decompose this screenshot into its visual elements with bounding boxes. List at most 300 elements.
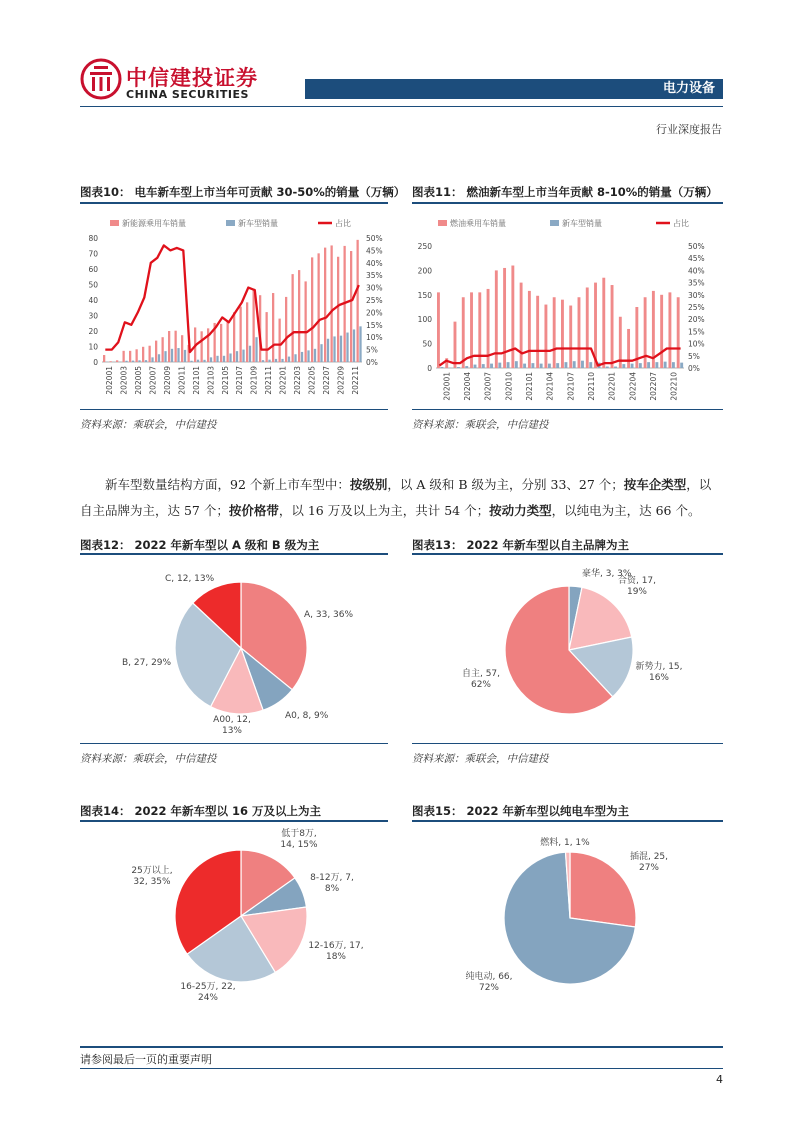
bar-f11-main	[627, 329, 630, 368]
bar-f10-new	[327, 339, 329, 362]
x-tick-label: 202001	[105, 366, 115, 395]
bar-f11-main	[528, 291, 531, 368]
citic-logo-icon	[80, 58, 122, 100]
fig13-title: 图表13： 2022 年新车型以自主品牌为主	[412, 538, 630, 552]
bar-f10-new	[210, 357, 212, 362]
pie-label: A0, 8, 9%	[285, 711, 329, 721]
pie-slice	[570, 852, 636, 927]
bar-f10-main	[136, 349, 138, 362]
pie-label: 13%	[221, 726, 243, 736]
y-tick-label: 150	[417, 290, 432, 300]
y-tick-label: 80	[88, 234, 98, 243]
fig12-source: 资料来源：乘联会，中信建投	[80, 753, 217, 765]
header-divider	[80, 106, 723, 107]
bar-f10-main	[324, 248, 326, 362]
bar-f10-main	[246, 302, 248, 362]
chart-fig12	[80, 558, 388, 740]
x-tick-label: 202201	[607, 372, 617, 401]
y2-tick-label: 25%	[688, 303, 705, 312]
bar-f11-new	[465, 366, 468, 368]
pie-label: 8-12万, 7,	[310, 873, 354, 883]
bar-f11-new	[457, 367, 460, 368]
bar-f11-new	[606, 367, 609, 368]
bar-f10-new	[359, 326, 361, 362]
x-tick-label: 202004	[463, 372, 472, 401]
x-tick	[192, 366, 201, 395]
bar-f10-main	[311, 257, 313, 362]
x-tick	[134, 366, 143, 395]
x-tick-label: 202207	[649, 372, 658, 401]
pie-label: 合资, 17,	[617, 576, 657, 586]
bar-f10-main	[298, 270, 300, 362]
pie-label: 27%	[638, 863, 660, 873]
bar-f10-main	[116, 360, 118, 362]
bar-f10-new	[281, 359, 283, 362]
bar-f10-main	[220, 324, 222, 362]
chart-fig14	[80, 824, 388, 1006]
y-tick-label: 200	[417, 266, 432, 276]
bar-f10-new	[184, 350, 186, 362]
pie-label: 62%	[470, 680, 492, 690]
x-tick	[149, 366, 158, 395]
y2-tick-label: 20%	[688, 315, 705, 325]
report-type: 行业深度报告	[656, 123, 722, 136]
bar-f10-new	[145, 360, 147, 362]
fig13-bottom-rule	[412, 743, 723, 744]
pie-label: 自主, 57,	[461, 669, 501, 679]
x-tick-label: 202010	[504, 372, 514, 401]
bar-f11-main	[578, 297, 581, 368]
x-tick-label: 202205	[307, 366, 317, 395]
legend-label: 占比	[335, 219, 351, 228]
bar-f10-new	[236, 351, 238, 362]
section-bar: 电力设备	[305, 79, 723, 99]
x-tick-label: 202203	[293, 366, 302, 395]
bar-f10-main	[253, 289, 255, 362]
x-tick-label: 202104	[545, 372, 555, 401]
bar-f10-new	[314, 349, 316, 362]
bar-f10-new	[288, 357, 290, 362]
y2-tick-label: 15%	[366, 320, 383, 330]
para-bold-4: 按动力类型	[489, 503, 552, 518]
bar-f10-main	[266, 312, 268, 362]
pie-label: 12-16万, 17,	[308, 941, 364, 951]
fig10-top-rule	[80, 202, 388, 204]
bar-f11-new	[639, 363, 642, 368]
y2-tick-label: 40%	[688, 266, 705, 276]
logo-en: CHINA SECURITIES	[126, 88, 249, 101]
para-text-3: ，以自主品牌为主，达 57 个；	[80, 477, 712, 518]
logo-cn: 中信建投证券	[126, 65, 258, 90]
pie-label: 72%	[478, 983, 500, 993]
x-tick	[566, 372, 575, 401]
y2-tick-label: 35%	[366, 271, 383, 281]
bar-f11-new	[556, 363, 559, 368]
x-tick	[463, 372, 472, 401]
fig10-source: 资料来源：乘联会，中信建投	[80, 419, 217, 431]
bar-f10-new	[301, 352, 303, 362]
x-tick-label: 202201	[278, 366, 288, 395]
x-tick-label: 202209	[336, 366, 346, 395]
bar-f10-new	[340, 336, 342, 362]
bar-f10-main	[292, 274, 294, 362]
y2-tick-label: 5%	[688, 351, 700, 361]
pie-label: 8%	[324, 884, 340, 894]
bar-f11-new	[474, 365, 477, 368]
bar-f11-new	[440, 367, 443, 368]
bar-f10-new	[320, 344, 322, 362]
bar-f10-new	[223, 356, 225, 362]
bar-f11-main	[586, 287, 589, 368]
pie-label: 14, 15%	[280, 840, 318, 850]
x-tick	[351, 366, 360, 395]
bar-f10-new	[262, 360, 264, 362]
legend-label: 占比	[673, 219, 689, 228]
fig11-bottom-rule	[412, 409, 723, 410]
bar-f10-new	[275, 359, 277, 362]
chart-fig10	[74, 210, 392, 406]
pie-label: 16%	[648, 673, 670, 683]
fig11-source: 资料来源：乘联会，中信建投	[412, 419, 549, 431]
bar-f10-main	[318, 253, 320, 362]
x-tick	[442, 372, 451, 401]
pie-label: C, 12, 13%	[165, 574, 215, 584]
pie-label: A00, 12,	[213, 715, 251, 725]
para-bold-1: 按级别	[349, 477, 388, 492]
bar-f10-main	[357, 240, 359, 362]
bar-f11-new	[614, 367, 617, 368]
x-tick-label: 202103	[206, 366, 216, 395]
fig14-title: 图表14： 2022 年新车型以 16 万及以上为主	[80, 804, 322, 818]
x-tick-label: 202207	[321, 366, 331, 395]
x-tick-label: 202007	[148, 366, 158, 395]
x-tick-label: 202109	[249, 366, 259, 395]
x-tick	[250, 366, 259, 395]
pie-label: 19%	[626, 587, 648, 597]
pie-label: B, 27, 29%	[122, 658, 172, 668]
pie-label: 25万以上,	[131, 866, 173, 876]
bar-f11-new	[564, 362, 567, 368]
fig12-top-rule	[80, 553, 388, 555]
x-tick	[206, 366, 215, 395]
bar-f10-new	[164, 351, 166, 362]
pie-label: 18%	[325, 952, 347, 962]
pie-label: 插混, 25,	[629, 852, 669, 862]
bar-f10-new	[242, 350, 244, 362]
bar-f11-main	[462, 297, 465, 368]
bar-f11-new	[631, 364, 634, 368]
bar-f11-main	[454, 322, 457, 368]
bar-f11-new	[523, 364, 526, 368]
bar-f10-main	[123, 351, 125, 362]
bar-f11-new	[515, 361, 518, 368]
bar-f11-main	[561, 300, 564, 368]
bar-f10-main	[331, 245, 333, 362]
bar-f11-main	[520, 283, 523, 368]
bar-f11-new	[647, 362, 650, 368]
chart-fig15	[412, 824, 723, 1006]
bar-f11-new	[573, 361, 576, 368]
fig14-top-rule	[80, 820, 388, 822]
bar-f10-new	[333, 336, 335, 362]
x-tick	[525, 372, 534, 401]
bar-f11-new	[589, 362, 592, 368]
bar-f10-new	[203, 360, 205, 362]
bar-f11-main	[602, 278, 605, 368]
bar-f10-new	[216, 356, 218, 362]
x-tick	[264, 366, 273, 395]
bar-f10-main	[350, 251, 352, 362]
x-tick-label: 202105	[220, 366, 230, 395]
bar-f10-main	[285, 297, 287, 362]
x-tick	[105, 366, 114, 395]
y-tick-label: 100	[417, 315, 432, 325]
pie-label: 新势力, 15,	[635, 662, 683, 672]
bar-f10-new	[255, 337, 257, 362]
fig13-top-rule	[412, 553, 723, 555]
bar-f10-main	[201, 331, 203, 362]
para-bold-3: 按价格带	[228, 503, 279, 518]
bar-f11-main	[569, 306, 572, 368]
disclaimer-note: 请参阅最后一页的重要声明	[80, 1053, 212, 1066]
x-tick-label: 202111	[264, 366, 274, 395]
y-tick-label: 10	[88, 342, 98, 352]
x-tick-label: 202009	[163, 366, 172, 395]
bar-f10-main	[279, 319, 281, 362]
y2-tick-label: 45%	[366, 246, 383, 256]
bar-f10-new	[177, 348, 179, 362]
x-tick	[322, 366, 331, 395]
bar-f10-main	[168, 331, 170, 362]
bar-f10-new	[151, 357, 153, 362]
y2-tick-label: 15%	[688, 327, 705, 337]
x-tick-label: 202005	[134, 366, 144, 395]
legend-swatch	[550, 220, 559, 226]
bar-f10-new	[346, 333, 348, 362]
bar-f10-main	[129, 351, 131, 362]
x-tick	[587, 372, 596, 401]
bar-f11-new	[655, 362, 658, 368]
bar-f10-new	[171, 349, 173, 362]
bar-f10-main	[240, 307, 242, 362]
page-number: 4	[716, 1073, 723, 1086]
x-tick	[504, 372, 513, 401]
y2-tick-label: 5%	[366, 345, 378, 355]
x-tick-label: 202001	[442, 372, 452, 401]
bar-f10-main	[272, 293, 274, 362]
pie-label: 32, 35%	[133, 877, 171, 887]
y2-tick-label: 35%	[688, 278, 705, 288]
bar-f10-main	[305, 281, 307, 362]
y-tick-label: 50	[422, 339, 432, 349]
x-tick	[279, 366, 288, 395]
x-tick-label: 202210	[669, 372, 679, 401]
y-tick-label: 40	[88, 296, 98, 305]
bar-f11-main	[544, 305, 547, 368]
y2-tick-label: 30%	[688, 290, 705, 300]
y2-tick-label: 0%	[688, 364, 700, 373]
bar-f10-new	[132, 361, 134, 362]
x-tick	[649, 372, 658, 401]
x-tick	[221, 366, 230, 395]
y-tick-label: 20	[88, 327, 98, 336]
bar-f10-new	[353, 329, 355, 362]
x-tick	[608, 372, 617, 401]
x-tick	[235, 366, 244, 395]
legend-label: 燃油乘用车销量	[450, 219, 506, 228]
bar-f10-main	[155, 341, 157, 362]
bar-f10-new	[125, 361, 127, 362]
y-tick-label: 250	[417, 242, 432, 251]
bar-f11-main	[536, 296, 539, 368]
bar-f11-new	[622, 364, 625, 368]
para-text-1: 新车型数量结构方面，92 个新上市车型中：	[105, 477, 350, 492]
x-tick-label: 202211	[350, 366, 360, 395]
y2-tick-label: 30%	[366, 283, 383, 293]
bar-f10-main	[227, 321, 229, 362]
legend-label: 新能源乘用车销量	[122, 219, 186, 228]
bar-f10-new	[307, 350, 309, 362]
bar-f10-main	[103, 355, 105, 362]
bar-f11-main	[668, 292, 671, 368]
pie-label: 低于8万,	[281, 829, 317, 839]
bar-f10-main	[149, 346, 151, 362]
y-tick-label: 50	[88, 280, 98, 290]
body-paragraph	[80, 472, 723, 524]
fig11-title: 图表11： 燃油新车型上市当年贡献 8-10%的销量（万辆）	[412, 185, 718, 199]
para-text-4: ，以 16 万及以上为主，共计 54 个；	[278, 503, 490, 518]
y2-tick-label: 10%	[688, 339, 705, 349]
bar-f10-new	[197, 360, 199, 362]
y2-tick-label: 0%	[366, 358, 378, 367]
x-tick-label: 202204	[628, 372, 638, 401]
bar-f11-new	[664, 362, 667, 368]
bar-f11-new	[680, 363, 683, 368]
bar-f10-main	[181, 335, 183, 362]
y2-tick-label: 45%	[688, 254, 705, 264]
x-tick	[177, 366, 186, 395]
bar-f11-main	[611, 285, 614, 368]
bar-f11-new	[531, 363, 534, 368]
bar-f11-new	[507, 362, 510, 368]
fig11-top-rule	[412, 202, 723, 204]
footer-rule-bottom	[80, 1068, 723, 1069]
pie-label: 16-25万, 22,	[180, 982, 236, 992]
bar-f10-main	[162, 337, 164, 362]
chart-fig13	[412, 558, 723, 740]
y2-tick-label: 40%	[366, 258, 383, 268]
bar-f11-new	[490, 364, 493, 368]
fig13-source: 资料来源：乘联会，中信建投	[412, 753, 549, 765]
fig15-title: 图表15： 2022 年新车型以纯电车型为主	[412, 804, 630, 818]
x-tick-label: 202110	[587, 372, 596, 401]
bar-f10-main	[233, 312, 235, 362]
pie-label: 24%	[197, 993, 219, 1003]
para-text-2: ，以 A 级和 B 级为主，分别 33、27 个；	[387, 477, 624, 492]
x-tick	[546, 372, 555, 401]
bar-f10-main	[142, 347, 144, 362]
legend-swatch	[226, 220, 235, 226]
x-tick	[120, 366, 129, 395]
legend-label: 新车型销量	[238, 219, 278, 228]
bar-f11-new	[540, 364, 543, 368]
bar-f11-main	[511, 266, 514, 368]
fig12-title: 图表12： 2022 年新车型以 A 级和 B 级为主	[80, 538, 320, 552]
bar-f10-new	[249, 346, 251, 362]
para-bold-2: 按车企类型	[623, 477, 687, 492]
bar-f10-new	[158, 354, 160, 362]
x-tick	[628, 372, 637, 401]
legend-swatch	[438, 220, 447, 226]
bar-f10-main	[337, 257, 339, 362]
y2-tick-label: 25%	[366, 296, 383, 305]
y2-tick-label: 50%	[688, 242, 705, 251]
y2-tick-label: 50%	[366, 234, 383, 243]
bar-f11-main	[437, 292, 440, 368]
bar-f11-new	[548, 364, 551, 368]
chart-fig11	[412, 210, 726, 406]
legend-swatch	[110, 220, 119, 226]
y-tick-label: 0	[93, 358, 98, 367]
bar-f10-new	[294, 354, 296, 362]
bar-f11-new	[581, 361, 584, 368]
bar-f10-new	[190, 361, 192, 362]
x-tick-label: 202003	[119, 366, 129, 395]
bar-f10-new	[138, 360, 140, 362]
bar-f11-new	[672, 362, 675, 368]
pie-label: 纯电动, 66,	[465, 972, 513, 982]
y-tick-label: 60	[88, 265, 98, 274]
y2-tick-label: 10%	[366, 333, 383, 343]
y-tick-label: 0	[427, 364, 432, 373]
footer-rule-top	[80, 1046, 723, 1048]
bar-f11-main	[660, 295, 663, 368]
x-tick-label: 202101	[525, 372, 534, 401]
pie-label: 燃料, 1, 1%	[540, 838, 590, 848]
line-f10-share	[105, 245, 358, 352]
x-tick-label: 202107	[566, 372, 576, 401]
pie-label: 豪华, 3, 3%	[582, 569, 632, 579]
legend-label: 新车型销量	[562, 219, 602, 228]
x-tick	[163, 366, 172, 395]
pie-label: A, 33, 36%	[304, 610, 354, 620]
x-tick	[484, 372, 493, 401]
bar-f10-new	[268, 360, 270, 362]
bar-f11-main	[677, 297, 680, 368]
x-tick	[307, 366, 316, 395]
x-tick	[336, 366, 345, 395]
x-tick-label: 202007	[483, 372, 493, 401]
bar-f11-new	[482, 364, 485, 368]
fig12-bottom-rule	[80, 743, 388, 744]
fig15-top-rule	[412, 820, 723, 822]
bar-f11-main	[553, 297, 556, 368]
fig10-bottom-rule	[80, 409, 388, 410]
para-text-5: ，以纯电为主，达 66 个。	[551, 503, 701, 518]
bar-f11-new	[498, 363, 501, 368]
x-tick-label: 202107	[235, 366, 245, 395]
y2-tick-label: 20%	[366, 308, 383, 318]
bar-f10-new	[229, 353, 231, 362]
x-tick-label: 202101	[191, 366, 201, 395]
x-tick-label: 202011	[177, 366, 187, 395]
x-tick	[293, 366, 302, 395]
y-tick-label: 30	[88, 311, 98, 321]
logo	[80, 58, 122, 100]
x-tick	[670, 372, 679, 401]
y-tick-label: 70	[88, 249, 98, 259]
fig10-title: 图表10： 电车新车型上市当年可贡献 30-50%的销量（万辆）	[80, 185, 406, 199]
